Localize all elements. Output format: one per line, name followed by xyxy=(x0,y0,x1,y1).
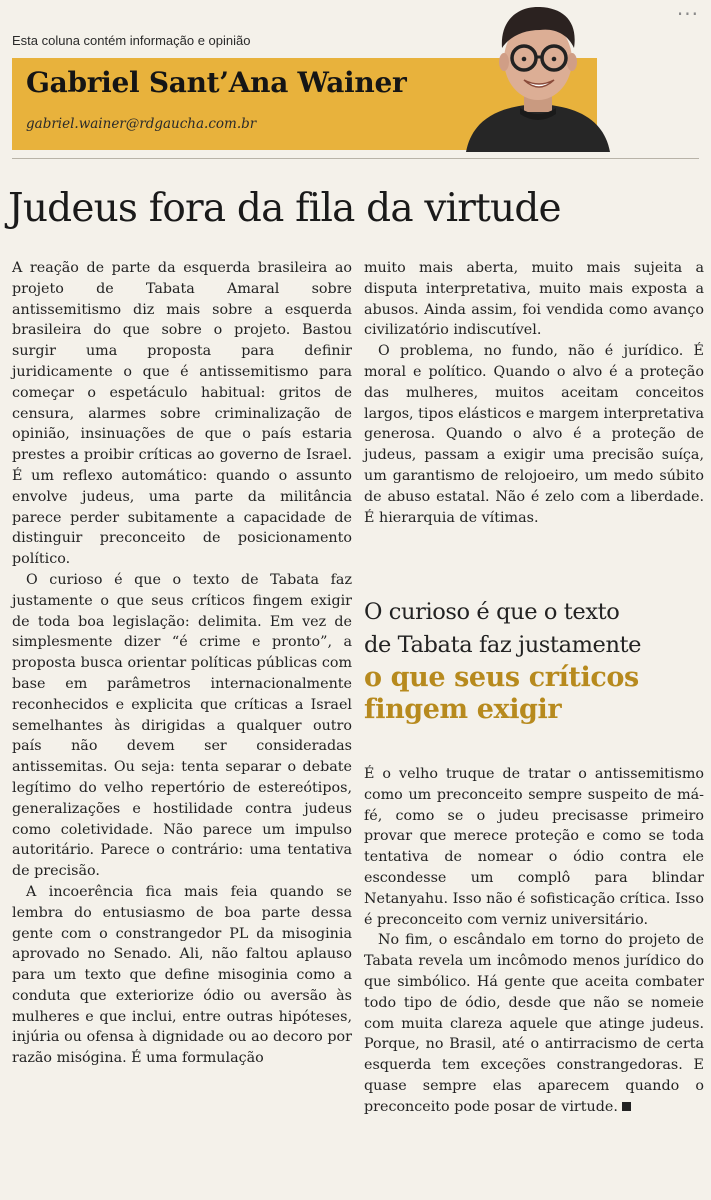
article-column-2-bottom xyxy=(364,764,704,1118)
paragraph-5: É o velho truque de tratar o antissemitismo como um preconceito sempre suspeito de má-fé, como se o judeu precisasse primeiro provar que merece proteção e como se toda tentativa de nomear o ódio contra ele escondesse um complô para blindar Netanyahu. Isso não é sofisticação crítica. Isso é preconceito com verniz universitário. xyxy=(364,766,704,928)
paragraph-1: A reação de parte da esquerda brasileira ao projeto de Tabata Amaral sobre antissemitismo diz mais sobre a esquerda brasileira do que sobre o projeto. Bastou surgir uma proposta para definir juridicamente o que é antissemitismo para começar o espetáculo habitual: gritos de censura, alarmes sobre criminalização de opinião, insinuações de que o país estaria prestes a proibir críticas ao governo de Israel. É um reflexo automático: quando o assunto envolve judeus, uma parte da militância parece perder subitamente a capacidade de distinguir preconceito de posicionamento político. xyxy=(12,260,352,568)
column-kicker: Esta coluna contém informação e opinião xyxy=(12,33,251,48)
paragraph-3-continued: muito mais aberta, muito mais sujeita a disputa interpretativa, muito mais exposta a abusos. Ainda assim, foi vendida como avanço civilizatório indiscutível. xyxy=(364,260,704,339)
pull-quote-highlight-1: o que seus críticos xyxy=(364,662,639,693)
article-column-1 xyxy=(12,258,352,1069)
pull-quote-line-2: de Tabata faz justamente xyxy=(364,632,642,658)
paragraph-2: O curioso é que o texto de Tabata faz justamente o que seus críticos fingem exigir de toda boa legislação: delimita. Em vez de simplesmente dizer “é crime e pronto”, a proposta busca orientar políticas públicas com base em parâmetros internacionalmente reconhecidos e explicita que críticas a Israel semelhantes às dirigidas a qualquer outro país não devem ser consideradas antissemitas. Ou seja: tenta separar o debate legítimo do velho repertório de estereótipos, generalizações e hostilidade contra judeus como coletividade. Não parece um impulso autoritário. Parece o contrário: uma tentativa de precisão. xyxy=(12,571,352,880)
pull-quote-line-1: O curioso é que o texto xyxy=(364,599,620,625)
paragraph-4: O problema, no fundo, não é jurídico. É moral e político. Quando o alvo é a proteção das mulheres, muitos aceitam conceitos largos, tipos elásticos e margem interpretativa generosa. Quando o alvo é a proteção de judeus, passam a exigir uma precisão suíça, um garantismo de relojoeiro, um medo súbito de abuso estatal. Não é zelo com a liberdade. É hierarquia de vítimas. xyxy=(364,343,704,526)
paragraph-6-text: No fim, o escândalo em torno do projeto de Tabata revela um incômodo menos jurídico do que simbólico. Há gente que aceita combater todo tipo de ódio, desde que não se nomeie com muita clareza aquele que atinge judeus. Porque, no Brasil, até o antirracismo de certa esquerda tem exceções constrangedoras. E quase sempre elas aparecem quando o preconceito pode posar de virtude. xyxy=(364,932,704,1115)
author-portrait xyxy=(458,2,618,152)
article-column-2-top xyxy=(364,258,704,528)
paragraph-6 xyxy=(364,930,704,1117)
author-email[interactable]: gabriel.wainer@rdgaucha.com.br xyxy=(26,116,257,132)
header-divider xyxy=(12,158,699,159)
end-of-article-mark xyxy=(622,1102,631,1111)
article-headline: Judeus fora da fila da virtude xyxy=(8,186,561,231)
pull-quote xyxy=(364,596,704,726)
pull-quote-highlight-2: fingem exigir xyxy=(364,694,562,725)
paragraph-3: A incoerência fica mais feia quando se lembra do entusiasmo de boa parte dessa gente com o constrangedor PL da misoginia aprovado no Senado. Ali, não faltou aplauso para um texto que define misoginia como a conduta que exteriorize ódio ou aversão às mulheres e que inclui, entre outras hipóteses, injúria ou ofensa à dignidade ou ao decoro por razão misógina. É uma formulação xyxy=(12,883,352,1067)
more-options-button[interactable]: ··· xyxy=(676,2,699,26)
author-name: Gabriel Sant’Ana Wainer xyxy=(26,66,407,99)
